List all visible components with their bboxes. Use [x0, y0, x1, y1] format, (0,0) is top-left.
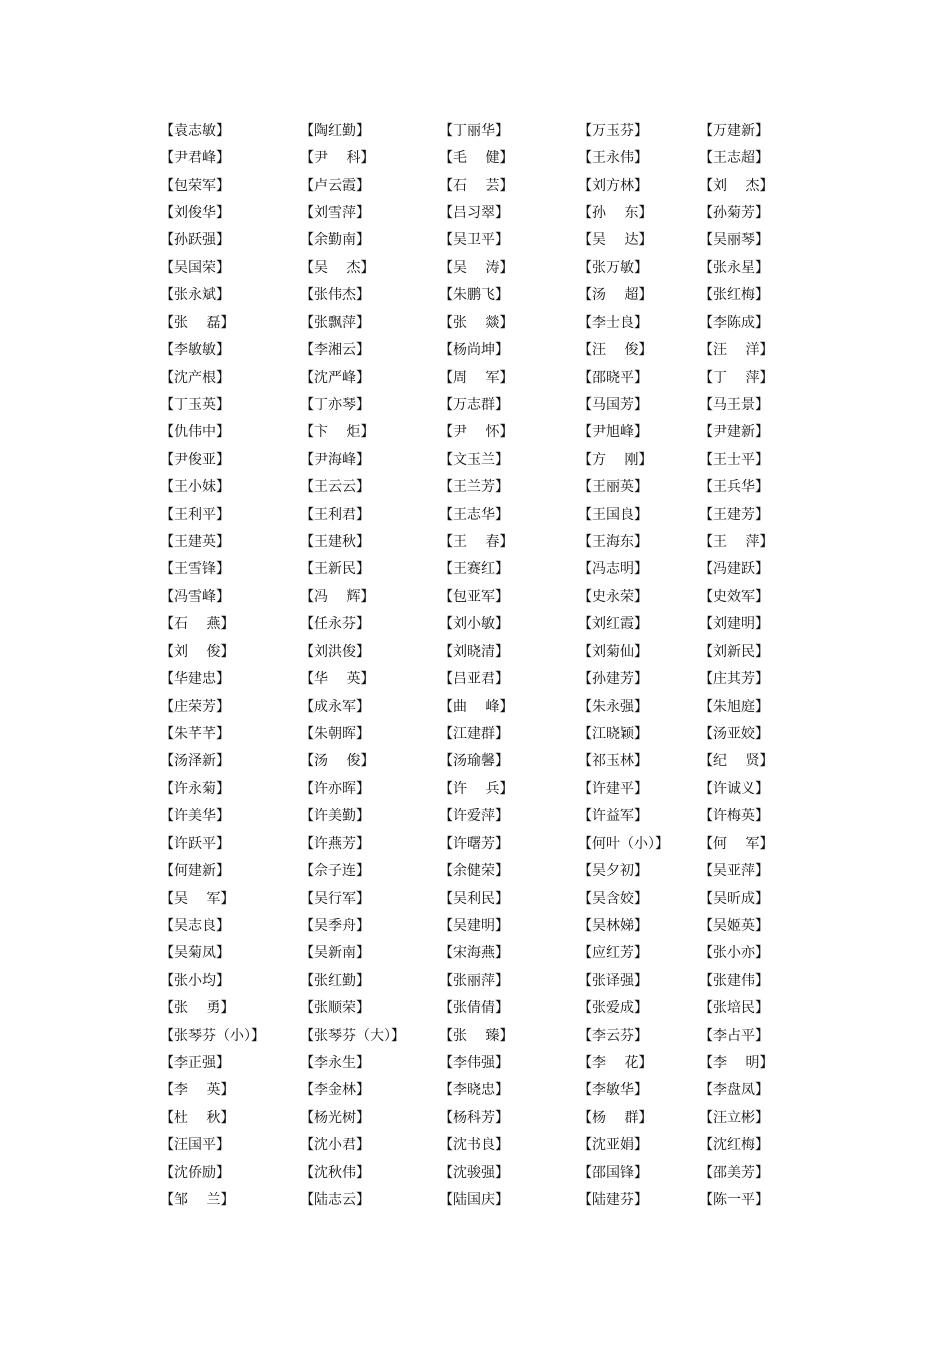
name-row	[160, 747, 820, 774]
name-entry: 【王 春】	[439, 534, 514, 551]
name-entry: 【朱芊芊】	[160, 725, 230, 742]
name-row	[160, 308, 820, 335]
name-row	[160, 226, 820, 253]
name-entry: 【王兵华】	[699, 479, 769, 496]
name-entry: 【孙 东】	[578, 204, 653, 221]
name-row	[160, 774, 820, 801]
name-entry: 【张万敏】	[578, 259, 648, 276]
name-entry: 【许建平】	[578, 780, 648, 797]
name-entry: 【尹建新】	[699, 424, 769, 441]
name-entry: 【张 勇】	[160, 1000, 235, 1017]
name-entry: 【庄其芳】	[699, 671, 769, 688]
name-entry: 【张永星】	[699, 259, 769, 276]
name-entry: 【李正强】	[160, 1055, 230, 1072]
name-entry: 【李 英】	[160, 1082, 235, 1099]
name-entry: 【张爱成】	[578, 1000, 648, 1017]
names-grid	[160, 116, 820, 1213]
name-entry: 【石 燕】	[160, 616, 235, 633]
name-entry: 【吴行军】	[300, 890, 370, 907]
name-row	[160, 1103, 820, 1130]
name-entry: 【陈一平】	[699, 1192, 769, 1209]
name-row	[160, 472, 820, 499]
name-entry: 【王志华】	[439, 506, 509, 523]
name-entry: 【刘 杰】	[699, 177, 774, 194]
name-entry: 【吴建明】	[439, 917, 509, 934]
name-entry: 【冯雪峰】	[160, 588, 230, 605]
name-entry: 【刘晓清】	[439, 643, 509, 660]
name-row	[160, 610, 820, 637]
name-entry: 【李湘云】	[300, 342, 370, 359]
name-entry: 【张丽萍】	[439, 972, 509, 989]
name-entry: 【张琴芬（小）】	[160, 1027, 265, 1044]
name-entry: 【袁志敏】	[160, 122, 230, 139]
name-entry: 【庄荣芳】	[160, 698, 230, 715]
name-entry: 【汪 洋】	[699, 342, 774, 359]
name-entry: 【张飘萍】	[300, 314, 370, 331]
name-entry: 【朱鹏飞】	[439, 287, 509, 304]
name-entry: 【王兰芳】	[439, 479, 509, 496]
name-entry: 【陆建芬】	[578, 1192, 648, 1209]
name-entry: 【许益军】	[578, 808, 648, 825]
name-entry: 【杨光树】	[300, 1109, 370, 1126]
name-entry: 【许跃平】	[160, 835, 230, 852]
name-entry: 【许爱萍】	[439, 808, 509, 825]
name-entry: 【王赛红】	[439, 561, 509, 578]
name-entry: 【张琴芬（大）】	[300, 1027, 405, 1044]
name-entry: 【余勤南】	[300, 232, 370, 249]
name-entry: 【万玉芬】	[578, 122, 648, 139]
name-row	[160, 253, 820, 280]
name-entry: 【王云云】	[300, 479, 370, 496]
name-entry: 【张培民】	[699, 1000, 769, 1017]
name-entry: 【朱永强】	[578, 698, 648, 715]
name-entry: 【包荣军】	[160, 177, 230, 194]
name-entry: 【邹 兰】	[160, 1192, 235, 1209]
name-row	[160, 555, 820, 582]
name-entry: 【吴季舟】	[300, 917, 370, 934]
name-entry: 【吴含姣】	[578, 890, 648, 907]
name-row	[160, 994, 820, 1021]
name-entry: 【华 英】	[300, 671, 375, 688]
name-entry: 【万建新】	[699, 122, 769, 139]
name-entry: 【王利平】	[160, 506, 230, 523]
name-entry: 【宋海燕】	[439, 945, 509, 962]
name-entry: 【尹旭峰】	[578, 424, 648, 441]
name-entry: 【刘雪萍】	[300, 204, 370, 221]
name-entry: 【王志超】	[699, 150, 769, 167]
name-row	[160, 1158, 820, 1185]
name-entry: 【何建新】	[160, 863, 230, 880]
name-entry: 【孙菊芳】	[699, 204, 769, 221]
name-entry: 【丁丽华】	[439, 122, 509, 139]
name-row	[160, 939, 820, 966]
name-entry: 【李金林】	[300, 1082, 370, 1099]
name-entry: 【张红勤】	[300, 972, 370, 989]
name-entry: 【万志群】	[439, 396, 509, 413]
name-entry: 【张 燚】	[439, 314, 514, 331]
name-entry: 【刘建明】	[699, 616, 769, 633]
name-row	[160, 1185, 820, 1212]
name-entry: 【周 军】	[439, 369, 514, 386]
name-entry: 【邵美芳】	[699, 1164, 769, 1181]
name-entry: 【汤亚姣】	[699, 725, 769, 742]
name-entry: 【李士良】	[578, 314, 648, 331]
name-entry: 【沈秋伟】	[300, 1164, 370, 1181]
name-entry: 【张小均】	[160, 972, 230, 989]
name-entry: 【王雪锋】	[160, 561, 230, 578]
name-entry: 【刘洪俊】	[300, 643, 370, 660]
name-entry: 【何 军】	[699, 835, 774, 852]
name-entry: 【汤 超】	[578, 287, 653, 304]
name-row	[160, 198, 820, 225]
name-entry: 【曲 峰】	[439, 698, 514, 715]
name-entry: 【张伟杰】	[300, 287, 370, 304]
name-entry: 【丁 萍】	[699, 369, 774, 386]
name-entry: 【孙建芳】	[578, 671, 648, 688]
name-entry: 【王新民】	[300, 561, 370, 578]
name-entry: 【张小亦】	[699, 945, 769, 962]
name-entry: 【陶红勤】	[300, 122, 370, 139]
name-entry: 【王小妹】	[160, 479, 230, 496]
name-entry: 【汤 俊】	[300, 753, 375, 770]
name-entry: 【冯建跃】	[699, 561, 769, 578]
name-entry: 【杜 秋】	[160, 1109, 235, 1126]
name-entry: 【吴 达】	[578, 232, 653, 249]
name-entry: 【祁玉林】	[578, 753, 648, 770]
name-entry: 【华建忠】	[160, 671, 230, 688]
name-entry: 【尹 科】	[300, 150, 375, 167]
name-entry: 【李 明】	[699, 1055, 774, 1072]
name-entry: 【沈骏强】	[439, 1164, 509, 1181]
name-entry: 【陆志云】	[300, 1192, 370, 1209]
name-entry: 【吕亚君】	[439, 671, 509, 688]
name-entry: 【沈亚娟】	[578, 1137, 648, 1154]
name-entry: 【史效军】	[699, 588, 769, 605]
name-entry: 【李敏华】	[578, 1082, 648, 1099]
name-entry: 【丁玉英】	[160, 396, 230, 413]
name-entry: 【吴利民】	[439, 890, 509, 907]
name-entry: 【吕习翠】	[439, 204, 509, 221]
name-entry: 【纪 贤】	[699, 753, 774, 770]
name-entry: 【李敏敏】	[160, 342, 230, 359]
name-entry: 【吴 军】	[160, 890, 235, 907]
name-entry: 【沈产根】	[160, 369, 230, 386]
name-entry: 【李占平】	[699, 1027, 769, 1044]
name-row	[160, 911, 820, 938]
name-entry: 【石 芸】	[439, 177, 514, 194]
name-entry: 【吴新南】	[300, 945, 370, 962]
name-entry: 【方 刚】	[578, 451, 653, 468]
name-entry: 【王建芳】	[699, 506, 769, 523]
name-entry: 【王海东】	[578, 534, 648, 551]
name-entry: 【陆国庆】	[439, 1192, 509, 1209]
name-entry: 【刘 俊】	[160, 643, 235, 660]
name-entry: 【杨科芳】	[439, 1109, 509, 1126]
name-entry: 【史永荣】	[578, 588, 648, 605]
name-entry: 【许美华】	[160, 808, 230, 825]
name-entry: 【许曙芳】	[439, 835, 509, 852]
name-entry: 【成永军】	[300, 698, 370, 715]
name-entry: 【吴菊凤】	[160, 945, 230, 962]
name-row	[160, 281, 820, 308]
name-entry: 【吴夕初】	[578, 863, 648, 880]
name-row	[160, 390, 820, 417]
name-row	[160, 335, 820, 362]
name-entry: 【王建秋】	[300, 534, 370, 551]
name-entry: 【吴亚萍】	[699, 863, 769, 880]
name-entry: 【吴 涛】	[439, 259, 514, 276]
name-row	[160, 418, 820, 445]
name-entry: 【应红芳】	[578, 945, 648, 962]
name-entry: 【孙跃强】	[160, 232, 230, 249]
name-entry: 【王丽英】	[578, 479, 648, 496]
name-row	[160, 143, 820, 170]
name-entry: 【汤泽新】	[160, 753, 230, 770]
name-row	[160, 664, 820, 691]
name-entry: 【尹 怀】	[439, 424, 514, 441]
name-row	[160, 527, 820, 554]
name-row	[160, 637, 820, 664]
name-entry: 【沈书良】	[439, 1137, 509, 1154]
name-row	[160, 582, 820, 609]
name-entry: 【张倩倩】	[439, 1000, 509, 1017]
name-entry: 【邵晓平】	[578, 369, 648, 386]
name-row	[160, 1131, 820, 1158]
name-entry: 【冯 辉】	[300, 588, 375, 605]
name-entry: 【余健荣】	[439, 863, 509, 880]
name-entry: 【许美勤】	[300, 808, 370, 825]
name-entry: 【李盘凤】	[699, 1082, 769, 1099]
name-entry: 【吴丽琴】	[699, 232, 769, 249]
name-entry: 【冯志明】	[578, 561, 648, 578]
name-entry: 【王 萍】	[699, 534, 774, 551]
name-row	[160, 500, 820, 527]
name-entry: 【汪立彬】	[699, 1109, 769, 1126]
name-entry: 【刘小敏】	[439, 616, 509, 633]
name-row	[160, 1021, 820, 1048]
name-entry: 【许诚义】	[699, 780, 769, 797]
name-entry: 【吴姬英】	[699, 917, 769, 934]
name-entry: 【沈小君】	[300, 1137, 370, 1154]
name-row	[160, 719, 820, 746]
name-entry: 【沈红梅】	[699, 1137, 769, 1154]
name-entry: 【吴昕成】	[699, 890, 769, 907]
name-entry: 【尹君峰】	[160, 150, 230, 167]
name-entry: 【刘新民】	[699, 643, 769, 660]
name-entry: 【李晓忠】	[439, 1082, 509, 1099]
name-row	[160, 884, 820, 911]
name-entry: 【尹海峰】	[300, 451, 370, 468]
name-entry: 【吴国荣】	[160, 259, 230, 276]
name-entry: 【刘红霞】	[578, 616, 648, 633]
name-entry: 【张 磊】	[160, 314, 235, 331]
name-entry: 【张建伟】	[699, 972, 769, 989]
name-entry: 【许永菊】	[160, 780, 230, 797]
name-entry: 【许梅英】	[699, 808, 769, 825]
name-entry: 【吴林娣】	[578, 917, 648, 934]
name-entry: 【仇伟中】	[160, 424, 230, 441]
name-entry: 【刘方林】	[578, 177, 648, 194]
name-row	[160, 829, 820, 856]
name-entry: 【李 花】	[578, 1055, 653, 1072]
name-entry: 【张译强】	[578, 972, 648, 989]
name-entry: 【汤瑜馨】	[439, 753, 509, 770]
name-entry: 【包亚军】	[439, 588, 509, 605]
name-entry: 【江建群】	[439, 725, 509, 742]
name-entry: 【吴 杰】	[300, 259, 375, 276]
name-row	[160, 116, 820, 143]
name-entry: 【马王景】	[699, 396, 769, 413]
name-entry: 【王建英】	[160, 534, 230, 551]
name-entry: 【佘子连】	[300, 863, 370, 880]
name-entry: 【卞 炬】	[300, 424, 375, 441]
name-entry: 【王国良】	[578, 506, 648, 523]
name-entry: 【杨 群】	[578, 1109, 653, 1126]
name-row	[160, 1076, 820, 1103]
name-entry: 【张 臻】	[439, 1027, 514, 1044]
name-row	[160, 445, 820, 472]
name-entry: 【刘菊仙】	[578, 643, 648, 660]
name-entry: 【张永斌】	[160, 287, 230, 304]
name-entry: 【李永生】	[300, 1055, 370, 1072]
name-entry: 【许亦晖】	[300, 780, 370, 797]
name-entry: 【尹俊亚】	[160, 451, 230, 468]
name-entry: 【江晓颖】	[578, 725, 648, 742]
name-entry: 【卢云霞】	[300, 177, 370, 194]
name-entry: 【张顺荣】	[300, 1000, 370, 1017]
name-entry: 【文玉兰】	[439, 451, 509, 468]
name-entry: 【何叶（小）】	[578, 835, 669, 852]
name-entry: 【李陈成】	[699, 314, 769, 331]
name-row	[160, 856, 820, 883]
name-entry: 【汪国平】	[160, 1137, 230, 1154]
name-row	[160, 966, 820, 993]
name-entry: 【沈严峰】	[300, 369, 370, 386]
name-entry: 【汪 俊】	[578, 342, 653, 359]
name-entry: 【朱朝晖】	[300, 725, 370, 742]
name-entry: 【马国芳】	[578, 396, 648, 413]
name-entry: 【沈侨励】	[160, 1164, 230, 1181]
name-entry: 【毛 健】	[439, 150, 514, 167]
name-row	[160, 171, 820, 198]
name-entry: 【张红梅】	[699, 287, 769, 304]
name-row	[160, 363, 820, 390]
name-row	[160, 692, 820, 719]
name-entry: 【杨尚坤】	[439, 342, 509, 359]
name-entry: 【任永芬】	[300, 616, 370, 633]
name-entry: 【李伟强】	[439, 1055, 509, 1072]
name-row	[160, 1048, 820, 1075]
name-entry: 【王士平】	[699, 451, 769, 468]
name-entry: 【吴志良】	[160, 917, 230, 934]
name-row	[160, 802, 820, 829]
name-entry: 【吴卫平】	[439, 232, 509, 249]
name-entry: 【刘俊华】	[160, 204, 230, 221]
name-entry: 【许燕芳】	[300, 835, 370, 852]
name-entry: 【丁亦琴】	[300, 396, 370, 413]
name-entry: 【许 兵】	[439, 780, 514, 797]
name-entry: 【邵国锋】	[578, 1164, 648, 1181]
name-entry: 【李云芬】	[578, 1027, 648, 1044]
name-entry: 【王利君】	[300, 506, 370, 523]
name-entry: 【王永伟】	[578, 150, 648, 167]
name-entry: 【朱旭庭】	[699, 698, 769, 715]
